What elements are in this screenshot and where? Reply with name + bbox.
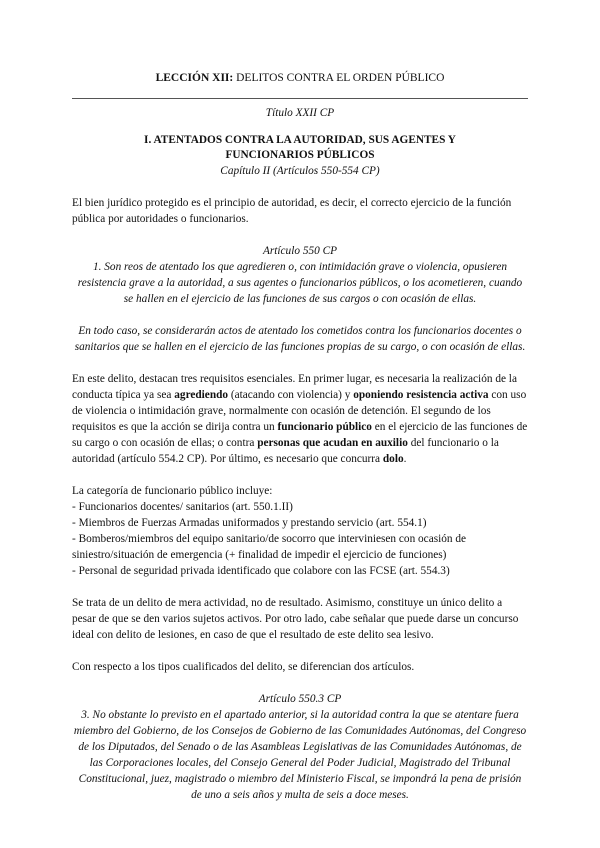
lesson-title xyxy=(72,70,528,86)
title-divider xyxy=(72,98,528,99)
requisitos-bold-auxilio: personas que acudan en auxilio xyxy=(257,437,408,449)
article-550-heading: Artículo 550 CP xyxy=(262,245,338,257)
intro-paragraph: El bien jurídico protegido es el principio de autoridad, es decir, el correcto ejercicio de la función pública por autoridades o funcionarios. xyxy=(72,197,512,225)
lesson-title-text: DELITOS CONTRA EL ORDEN PÚBLICO xyxy=(233,72,445,84)
categoria-list xyxy=(72,499,528,579)
list-item: - Bomberos/miembros del equipo sanitario/de socorro que interviniesen con ocasión de siniestro/situación de emergencia (+ finalidad de impedir el ejercicio de funciones) xyxy=(72,533,467,561)
requisitos-bold-funcionario: funcionario público xyxy=(277,421,372,433)
title-reference: Título XXII CP xyxy=(265,107,335,119)
categoria-intro: La categoría de funcionario público incluye: xyxy=(72,485,273,497)
cualificados-paragraph: Con respecto a los tipos cualificados del delito, se diferencian dos artículos. xyxy=(72,661,415,673)
requisitos-bold-dolo: dolo xyxy=(382,453,404,465)
lesson-label: LECCIÓN XII: xyxy=(155,72,234,84)
article-550-para-1: 1. Son reos de atentado los que agredieren o, con intimidación grave o violencia, opusieren resistencia grave a la autoridad, a sus agentes o funcionarios públicos, o los acometieren, cuando se hallen en el ejercicio de las funciones de sus cargos o con ocasión de ellas. xyxy=(77,261,523,305)
requisitos-text-1: En este delito, destacan tres requisitos esenciales. En primer lugar, es necesaria la realización de la conducta típica ya sea xyxy=(72,373,517,401)
requisitos-paragraph xyxy=(72,371,528,467)
article-550-para-2: En todo caso, se considerarán actos de atentado los cometidos contra los funcionarios docentes o sanitarios que se hallen en el ejercicio de las funciones propias de su cargo, o con ocasión de ellas. xyxy=(74,325,526,353)
requisitos-text-5: del funcionario o la autoridad (artículo 554.2 CP). Por último, es necesario que concurra xyxy=(72,437,499,465)
requisitos-bold-agrediendo: agrediendo xyxy=(174,389,229,401)
requisitos-text-4: en el ejercicio de las funciones de su cargo o con ocasión de ellas; o contra xyxy=(72,421,528,449)
list-item: - Miembros de Fuerzas Armadas uniformados y prestando servicio (art. 554.1) xyxy=(72,517,427,529)
article-550-3-para: 3. No obstante lo previsto en el apartado anterior, si la autoridad contra la que se atentare fuera miembro del Gobierno, de los Consejos de Gobierno de las Comunidades Autónomas, del Congreso de los Diputados, del Senado o de las Asambleas Legislativas de las Comunidades Autónomas, de las Corporaciones locales, del Consejo General del Poder Judicial, Magistrado del Tribunal Constitucional, juez, magistrado o miembro del Ministerio Fiscal, se impondrá la pena de prisión de uno a seis años y multa de seis a doce meses. xyxy=(73,709,527,801)
section-heading: I. ATENTADOS CONTRA LA AUTORIDAD, SUS AGENTES Y FUNCIONARIOS PÚBLICOS xyxy=(144,134,456,161)
mera-actividad-paragraph: Se trata de un delito de mera actividad, no de resultado. Asimismo, constituye un único delito a pesar de que se den varios sujetos activos. Por otro lado, cabe señalar que puede darse un concurso ideal con delito de lesiones, en caso de que el resultado de este delito sea lesivo. xyxy=(72,597,519,641)
list-item: - Funcionarios docentes/ sanitarios (art. 550.1.II) xyxy=(72,501,293,513)
requisitos-text-2: (atacando con violencia) y xyxy=(228,389,354,401)
article-550-3-heading: Artículo 550.3 CP xyxy=(258,693,342,705)
chapter-reference: Capítulo II (Artículos 550-554 CP) xyxy=(220,165,380,177)
list-item: - Personal de seguridad privada identificado que colabore con las FCSE (art. 554.3) xyxy=(72,565,450,577)
requisitos-text-6: . xyxy=(403,453,407,465)
requisitos-text-3: con uso de violencia o intimidación grave, normalmente con ocasión de detención. El segundo de los requisitos es que la acción se dirija contra un xyxy=(72,389,527,433)
requisitos-bold-resistencia: oponiendo resistencia activa xyxy=(353,389,489,401)
document-page xyxy=(72,70,528,803)
